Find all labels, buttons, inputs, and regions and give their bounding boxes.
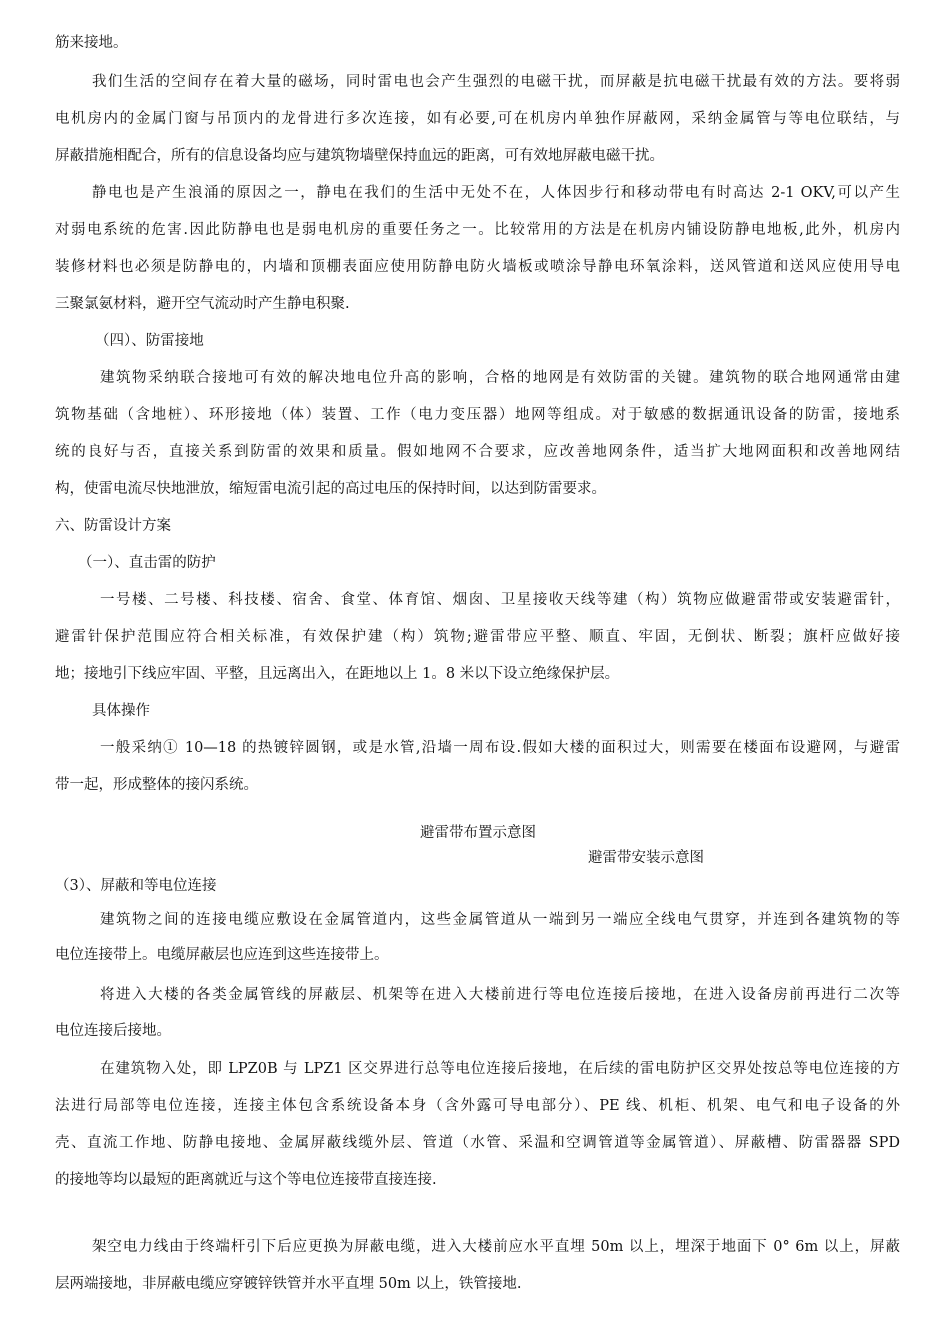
paragraph-line: 统的良好与否，直接关系到防雷的效果和质量。假如地网不合要求，应改善地网条件，适当扩大地网面积和改善地网结 xyxy=(55,444,900,460)
paragraph-line: 筑物基础（含地桩）、环形接地（体）装置、工作（电力变压器）地网等组成。对于敏感的数据通讯设备的防雷，接地系 xyxy=(55,407,900,423)
paragraph-line: 构，使雷电流尽快地泄放，缩短雷电流引起的高过电压的保持时间，以达到防雷要求。 xyxy=(55,481,606,497)
paragraph-line: 将进入大楼的各类金属管线的屏蔽层、机架等在进入大楼前进行等电位连接后接地，在进入设备房前再进行二次等 xyxy=(100,987,900,1003)
section-heading: 具体操作 xyxy=(92,703,150,719)
paragraph-line: 的接地等均以最短的距离就近与这个等电位连接带直接连接. xyxy=(55,1172,437,1188)
paragraph-line: 一般采纳① 10—18 的热镀锌圆钢，或是水管,沿墙一周布设.假如大楼的面积过大，则需要在楼面布设避网，与避雷 xyxy=(100,740,900,756)
paragraph-line: 对弱电系统的危害.因此防静电也是弱电机房的重要任务之一。比较常用的方法是在机房内铺设防静电地板,此外，机房内 xyxy=(55,222,900,238)
paragraph-line: 带一起，形成整体的接闪系统。 xyxy=(55,777,258,793)
section-heading: 六、防雷设计方案 xyxy=(55,518,171,534)
paragraph-line: 电机房内的金属门窗与吊顶内的龙骨进行多次连接，如有必要,可在机房内单独作屏蔽网，采纳金属管与等电位联结，与 xyxy=(55,111,900,127)
paragraph-line: 装修材料也必须是防静电的，内墙和顶棚表面应使用防静电防火墙板或喷涂导静电环氧涂料，送风管道和送风应使用导电 xyxy=(55,259,900,275)
figure-caption: 避雷带安装示意图 xyxy=(588,850,704,866)
section-heading: （3）、屏蔽和等电位连接 xyxy=(55,878,217,894)
paragraph-line: 屏蔽措施相配合，所有的信息设备均应与建筑物墙壁保持血远的距离，可有效地屏蔽电磁干扰。 xyxy=(55,148,664,164)
paragraph-line: 建筑物采纳联合接地可有效的解决地电位升高的影响，合格的地网是有效防雷的关键。建筑物的联合地网通常由建 xyxy=(100,370,900,386)
paragraph-line: 电位连接后接地。 xyxy=(55,1023,171,1039)
paragraph-line: 一号楼、二号楼、科技楼、宿舍、食堂、体育馆、烟囱、卫星接收天线等建（构）筑物应做避雷带或安装避雷针， xyxy=(100,592,900,608)
section-heading: （一）、直击雷的防护 xyxy=(78,555,216,571)
paragraph-line: 静电也是产生浪涌的原因之一，静电在我们的生活中无处不在，人体因步行和移动带电有时高达 2-1 OKV,可以产生 xyxy=(92,185,900,201)
paragraph-line: 层两端接地，非屏蔽电缆应穿镀锌铁管并水平直埋 50m 以上，铁管接地. xyxy=(55,1276,522,1292)
paragraph-line: 筋来接地。 xyxy=(55,35,128,51)
section-heading: （四）、防雷接地 xyxy=(95,333,204,349)
paragraph-line: 电位连接带上。电缆屏蔽层也应连到这些连接带上。 xyxy=(55,947,389,963)
paragraph-line: 我们生活的空间存在着大量的磁场，同时雷电也会产生强烈的电磁干扰，而屏蔽是抗电磁干扰最有效的方法。要将弱 xyxy=(92,74,900,90)
figure-caption: 避雷带布置示意图 xyxy=(420,825,536,841)
paragraph-line: 法进行局部等电位连接，连接主体包含系统设备本身（含外露可导电部分）、PE 线、机柜、机架、电气和电子设备的外 xyxy=(55,1098,900,1114)
paragraph-line: 架空电力线由于终端杆引下后应更换为屏蔽电缆，进入大楼前应水平直埋 50m 以上，埋深于地面下 0° 6m 以上，屏蔽 xyxy=(92,1239,900,1255)
paragraph-line: 建筑物之间的连接电缆应敷设在金属管道内，这些金属管道从一端到另一端应全线电气贯穿，并连到各建筑物的等 xyxy=(100,912,900,928)
paragraph-line: 三聚氯氨材料，避开空气流动时产生静电积聚. xyxy=(55,296,350,312)
paragraph-line: 在建筑物入处，即 LPZ0B 与 LPZ1 区交界进行总等电位连接后接地，在后续的雷电防护区交界处按总等电位连接的方 xyxy=(100,1061,900,1077)
paragraph-line: 避雷针保护范围应符合相关标准，有效保护建（构）筑物;避雷带应平整、顺直、牢固，无倒状、断裂；旗杆应做好接 xyxy=(55,629,900,645)
paragraph-line: 地；接地引下线应牢固、平整，且远离出入，在距地以上 1。8 米以下设立绝缘保护层。 xyxy=(55,666,620,682)
paragraph-line: 壳、直流工作地、防静电接地、金属屏蔽线缆外层、管道（水管、采温和空调管道等金属管道）、屏蔽槽、防雷器器 SPD xyxy=(55,1135,900,1151)
